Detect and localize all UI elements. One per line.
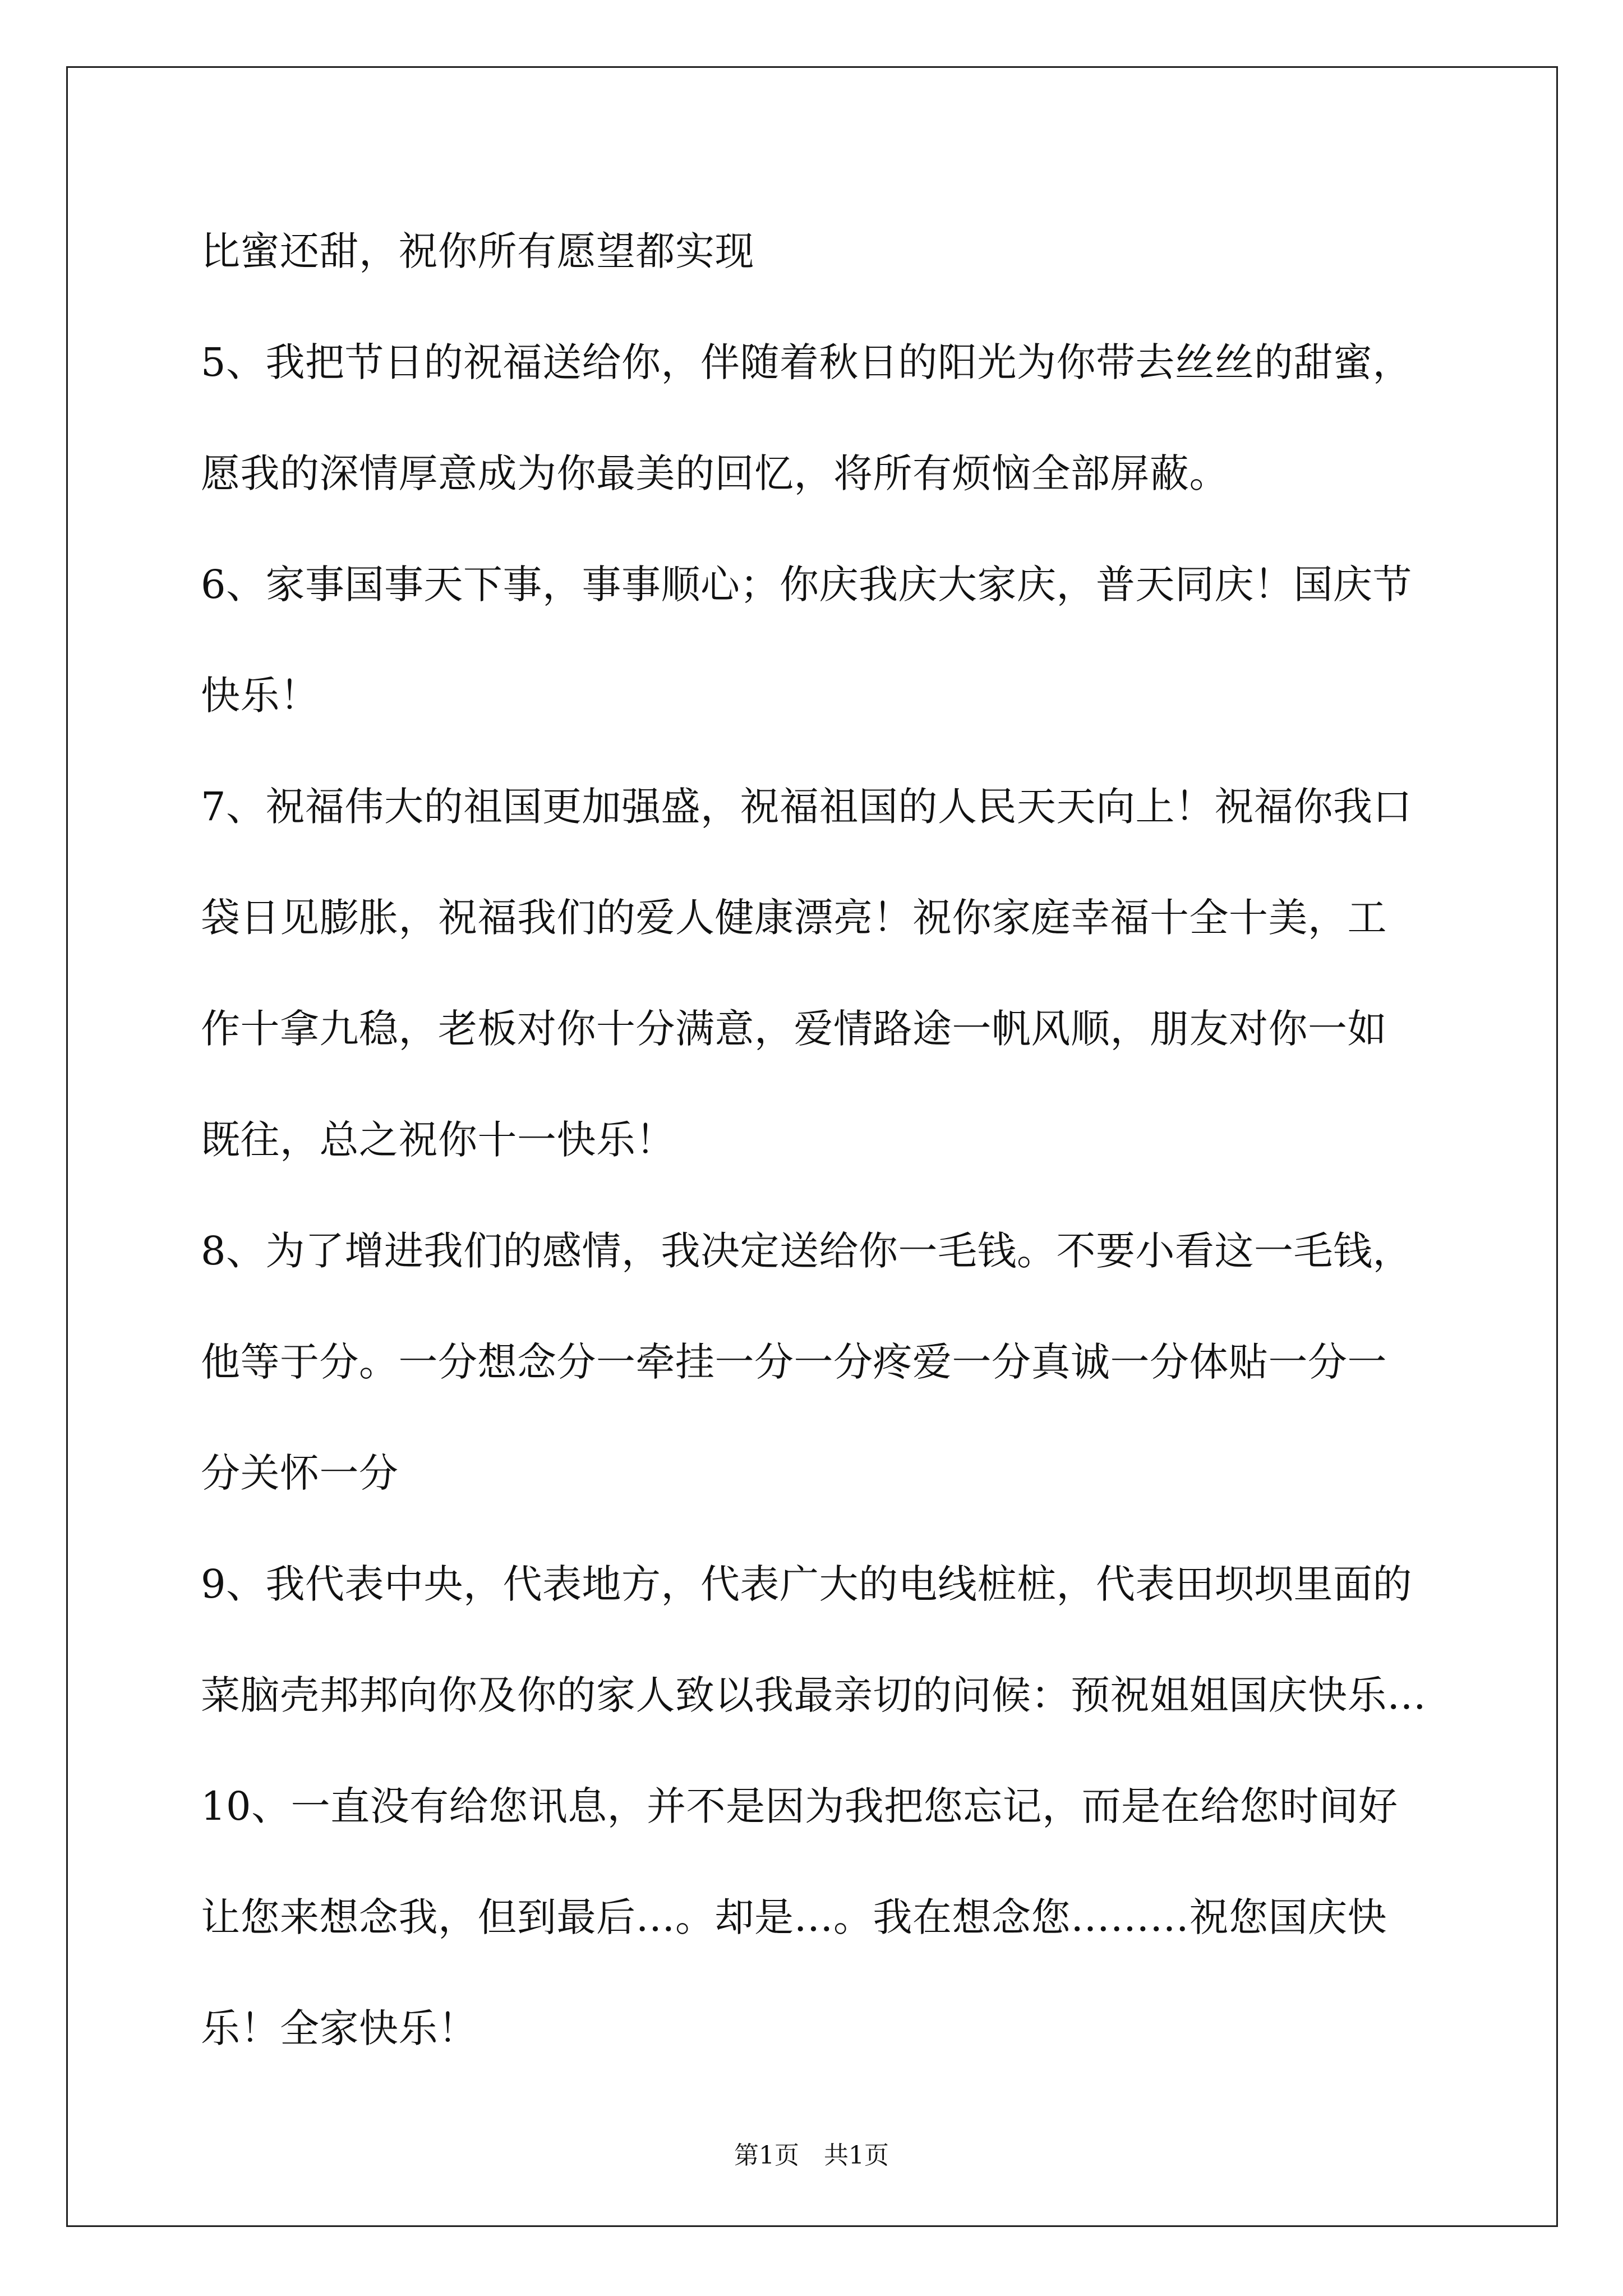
text-line: 比蜜还甜，祝你所有愿望都实现 — [201, 228, 754, 274]
text-line: 既往，总之祝你十一快乐！ — [201, 1117, 675, 1163]
document-body — [201, 223, 1435, 2111]
text-line: 让您来想念我，但到最后…。却是…。我在想念您………祝您国庆快 — [201, 1894, 1387, 1940]
text-line: 乐！全家快乐！ — [201, 2005, 478, 2051]
text-line: 愿我的深情厚意成为你最美的回忆，将所有烦恼全部屏蔽。 — [201, 450, 1229, 496]
text-line: 分关怀一分 — [201, 1450, 399, 1496]
text-line: 袋日见膨胀，祝福我们的爱人健康漂亮！祝你家庭幸福十全十美，工 — [201, 895, 1387, 941]
text-line: 作十拿九稳，老板对你十分满意，爱情路途一帆风顺，朋友对你一如 — [201, 1006, 1387, 1052]
text-line: 菜脑壳邦邦向你及你的家人致以我最亲切的问候：预祝姐姐国庆快乐… — [201, 1672, 1427, 1718]
text-line: 他等于分。一分想念分一牵挂一分一分疼爱一分真诚一分体贴一分一 — [201, 1339, 1387, 1385]
text-line: 8、为了增进我们的感情，我决定送给你一毛钱。不要小看这一毛钱， — [201, 1228, 1413, 1274]
text-line: 6、家事国事天下事，事事顺心；你庆我庆大家庆，普天同庆！国庆节 — [201, 562, 1413, 608]
text-line: 5、我把节日的祝福送给你，伴随着秋日的阳光为你带去丝丝的甜蜜， — [201, 339, 1413, 385]
text-line: 9、我代表中央，代表地方，代表广大的电线桩桩，代表田坝坝里面的 — [201, 1561, 1413, 1607]
text-line: 10、一直没有给您讯息，并不是因为我把您忘记，而是在给您时间好 — [201, 1783, 1398, 1829]
text-line: 快乐！ — [201, 673, 320, 719]
text-line: 7、祝福伟大的祖国更加强盛，祝福祖国的人民天天向上！祝福你我口 — [201, 784, 1413, 830]
page-footer: 第1页 共1页 — [734, 2141, 889, 2170]
